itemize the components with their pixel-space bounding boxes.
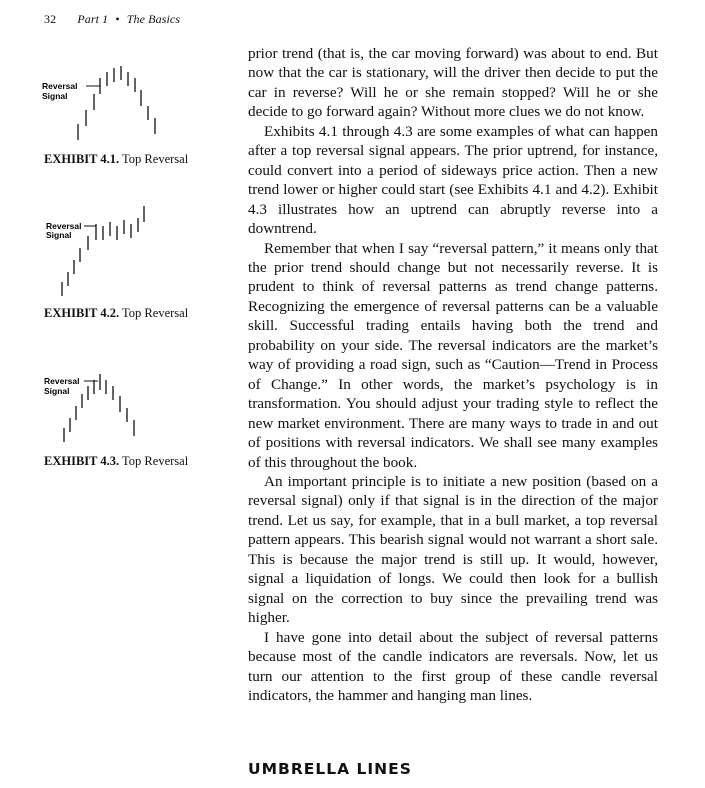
reversal-signal-label-line2: Signal	[46, 230, 72, 240]
price-bars	[78, 66, 155, 140]
exhibit-4-3	[34, 370, 214, 490]
reversal-signal-label-line1: Reversal	[42, 81, 78, 91]
body-text	[248, 44, 658, 705]
exhibit-4-1-caption-text: Top Reversal	[122, 152, 189, 166]
paragraph-1: prior trend (that is, the car moving forward) was about to end. But now that the car is stationary, will the driver then decide to put the car in reverse? Will he or she remain stopped? Will he or she decide to go forward again? Without more clues we do not know.	[248, 45, 658, 121]
paragraph-4: An important principle is to initiate a new position (based on a reversal signal) only if that signal is in the direction of the major trend. Let us say, for example, that in a bull market, a top reversal pattern appears. This bearish signal would not warrant a short sale. This is because the major trend is still up. It would, however, signal a liquidation of longs. We could then look for a bullish signal on the correction to buy since the prevailing trend was higher.	[248, 472, 658, 627]
section-label: The Basics	[126, 12, 181, 26]
paragraph-2: Exhibits 4.1 through 4.3 are some examples of what can happen after a top reversal signal appears. The prior uptrend, for instance, could convert into a period of sideways price action. Then a new trend lower or higher could start (see Exhibits 4.1 and 4.2). Exhibit 4.3 illustrates how an uptrend can abruptly reverse into a downtrend.	[248, 122, 658, 238]
page-number: 32	[44, 12, 57, 26]
reversal-signal-label-line2: Signal	[42, 91, 68, 101]
header-separator: •	[115, 12, 120, 26]
exhibit-4-3-caption-text: Top Reversal	[122, 454, 189, 468]
paragraph-5: I have gone into detail about the subject of reversal patterns because most of the candle indicators are reversals. Now, let us turn our attention to the first group of these candle reversal indicators, the hammer and hanging man lines.	[248, 628, 658, 704]
part-label: Part 1	[77, 12, 109, 26]
running-head	[44, 12, 180, 27]
exhibit-4-3-chart	[34, 370, 214, 455]
exhibit-4-1-caption	[44, 152, 188, 167]
exhibit-4-2-caption	[44, 306, 188, 321]
paragraph-3: Remember that when I say “reversal pattern,” it means only that the prior trend should change but not necessarily reverse. It is prudent to think of reversal patterns as trend change patterns. Recognizing the emergence of reversal patterns can be a valuable skill. Successful trading entails having both the trend and probability on your side. The reversal indicators are the market’s way of providing a road sign, such as “Caution—Trend in Process of Change.” In other words, the market’s psychology is in transformation. You should adjust your trading style to reflect the new market environment. There are many ways to trade in and out of positions with reversal indicators. We shall see many examples of this throughout the book.	[248, 239, 658, 471]
exhibit-4-1-label: EXHIBIT 4.1.	[44, 152, 120, 166]
reversal-signal-label-line1: Reversal	[44, 376, 80, 386]
exhibit-4-2	[34, 200, 214, 340]
exhibit-4-3-label: EXHIBIT 4.3.	[44, 454, 120, 468]
exhibit-4-1-chart	[34, 60, 214, 155]
exhibit-4-1	[34, 60, 214, 190]
price-bars	[62, 206, 144, 296]
reversal-signal-label-line2: Signal	[44, 386, 70, 396]
exhibit-4-2-label: EXHIBIT 4.2.	[44, 306, 120, 320]
exhibit-4-2-chart	[34, 200, 214, 300]
section-heading: UMBRELLA LINES	[248, 760, 412, 778]
exhibit-4-2-caption-text: Top Reversal	[122, 306, 189, 320]
reversal-signal-label-line1: Reversal	[46, 221, 82, 231]
exhibit-4-3-caption	[44, 454, 188, 469]
